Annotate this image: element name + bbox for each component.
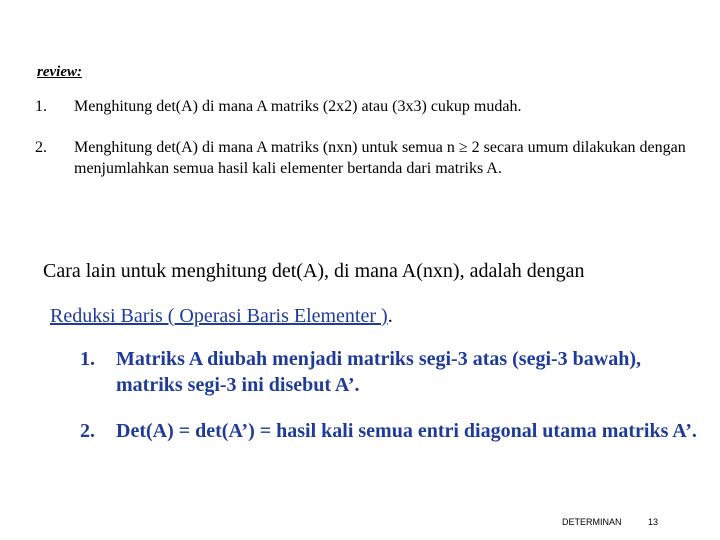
review-heading: review: [37,64,82,80]
step-1-number: 1. [80,348,95,370]
method-suffix: . [387,305,393,327]
item-2-text: Menghitung det(A) di mana A matriks (nxn) untuk semua n ≥ 2 secara umum dilakukan dengan menjumlahkan semua hasil kali elementer bertanda dari matriks A. [74,139,686,177]
method-link[interactable]: Reduksi Baris ( Operasi Baris Elementer ) [50,305,388,327]
intro-text: Cara lain untuk menghitung det(A), di mana A(nxn), adalah dengan [43,260,585,282]
method-line [50,304,393,328]
step-1-text: Matriks A diubah menjadi matriks segi-3 atas (segi-3 bawah), matriks segi-3 ini disebut A’. [116,348,642,396]
step-2-number: 2. [80,420,95,442]
page-number: 13 [648,517,659,527]
item-1-number: 1. [35,98,47,115]
item-2-number: 2. [35,139,47,156]
footer-label: DETERMINAN [562,517,622,527]
step-2-text: Det(A) = det(A’) = hasil kali semua entri diagonal utama matriks A’. [116,420,697,442]
item-1-text: Menghitung det(A) di mana A matriks (2x2) atau (3x3) cukup mudah. [74,98,522,115]
